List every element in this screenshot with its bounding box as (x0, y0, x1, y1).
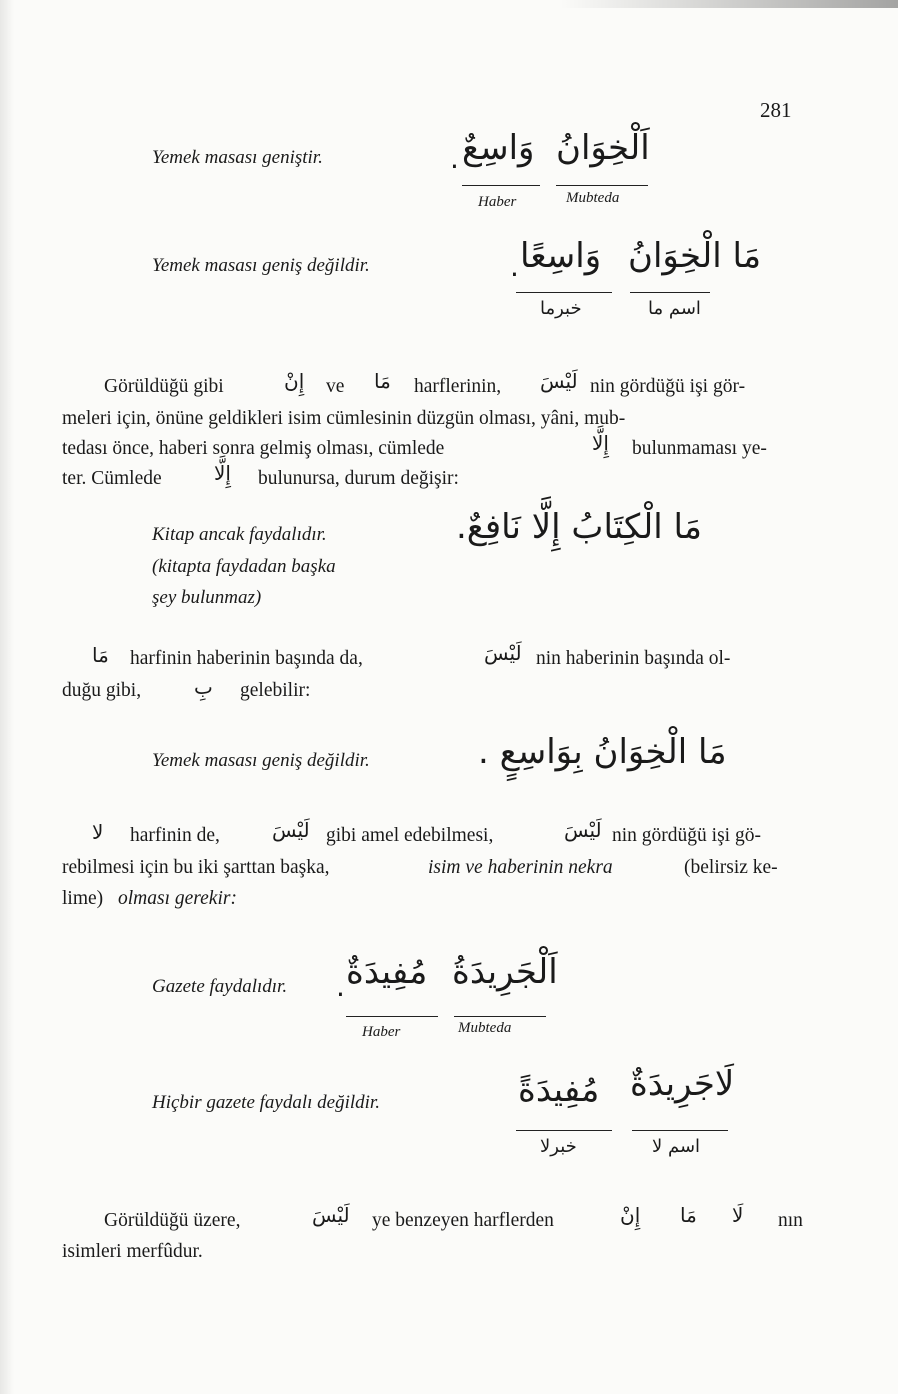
para1-line3-b: bulunmaması ye- (632, 438, 767, 459)
para1-line4-b: bulunursa, durum değişir: (258, 468, 459, 489)
ex1-turkish: Yemek masası geniştir. (152, 147, 323, 168)
para4-word-in: إِنْ (620, 1203, 641, 1227)
para1-word-laysa: لَيْسَ (540, 369, 578, 393)
para2-word-laysa: لَيْسَ (484, 641, 522, 665)
para2-line2-b: gelebilir: (240, 680, 311, 701)
para1-line4-a: ter. Cümlede (62, 468, 162, 489)
para1-word-illa-2: إِلَّا (214, 461, 231, 485)
ex5-rule-haber (346, 1016, 438, 1017)
para3-line3-b: olması gerekir: (118, 888, 237, 909)
para1-line1-a: Görüldüğü gibi (104, 376, 224, 397)
ex1-arabic-predicate: وَاسِعٌ (462, 128, 535, 168)
ex2-arabic-predicate: وَاسِعًا (520, 236, 602, 276)
para2-word-ba: بِ (194, 675, 213, 699)
ex6-rule-pred (516, 1130, 612, 1131)
para3-line1-c: nin gördüğü işi gö- (612, 825, 761, 846)
para2-line1-a: harfinin haberinin başında da, (130, 648, 363, 669)
ex6-turkish: Hiçbir gazete faydalı değildir. (152, 1092, 380, 1113)
ex6-arabic-predicate: مُفِيدَةً (518, 1070, 600, 1110)
ex6-arabic-subject: لَاجَرِيدَةٌ (630, 1064, 735, 1104)
ex3-turkish-1: Kitap ancak faydalıdır. (152, 524, 327, 545)
ex3-turkish-3: şey bulunmaz) (152, 587, 262, 608)
ex5-rule-mubteda (454, 1016, 546, 1017)
ex5-label-mubteda: Mubteda (458, 1020, 512, 1036)
ex1-label-haber: Haber (478, 194, 517, 210)
ex4-turkish: Yemek masası geniş değildir. (152, 750, 370, 771)
para1-word-illa-1: إِلَّا (592, 431, 609, 455)
para1-line2: meleri için, önüne geldikleri isim cümlesinin düzgün olması, yâni, mub- (62, 408, 626, 429)
para4-word-ma: مَا (680, 1203, 697, 1227)
para4-line1-a: Görüldüğü üzere, (104, 1210, 241, 1231)
ex3-arabic: مَا الْكِتَابُ إِلَّا نَافِعٌ. (456, 507, 703, 547)
para2-line1-b: nin haberinin başında ol- (536, 648, 731, 669)
ex5-label-haber: Haber (362, 1024, 401, 1040)
ex6-label-subj: اسم لا (652, 1136, 701, 1157)
para3-line1-b: gibi amel edebilmesi, (326, 825, 494, 846)
para1-word-ma: مَا (374, 369, 391, 393)
para2-line2-a: duğu gibi, (62, 680, 142, 701)
ex3-turkish-2: (kitapta faydadan başka (152, 556, 336, 577)
para4-line2: isimleri merfûdur. (62, 1241, 203, 1262)
para4-word-laysa: لَيْسَ (312, 1203, 350, 1227)
ex1-label-mubteda: Mubteda (566, 190, 620, 206)
ex2-rule-subj (630, 292, 710, 293)
ex6-label-pred: خبرلا (540, 1136, 577, 1157)
ex1-dot: . (450, 142, 459, 175)
ex4-arabic: مَا الْخِوَانُ بِوَاسِعٍ . (478, 732, 727, 772)
ex2-dot: . (510, 250, 519, 283)
para3-line2-b: isim ve haberinin nekra (428, 857, 613, 878)
para1-line1-d: nin gördüğü işi gör- (590, 376, 746, 397)
para2-word-ma: مَا (92, 643, 109, 667)
ex5-arabic-subject: اَلْجَرِيدَةُ (452, 952, 558, 992)
para3-line2-c: (belirsiz ke- (684, 857, 778, 878)
para3-word-la: لا (92, 820, 104, 844)
ex5-turkish: Gazete faydalıdır. (152, 976, 288, 997)
para3-word-laysa-2: لَيْسَ (564, 818, 602, 842)
para3-line1-a: harfinin de, (130, 825, 220, 846)
para3-word-laysa-1: لَيْسَ (272, 818, 310, 842)
ex2-arabic-subject: مَا الْخِوَانُ (628, 236, 762, 276)
page-number: 281 (760, 98, 792, 122)
para1-line1-c: harflerinin, (414, 376, 502, 397)
para3-line3-a: lime) (62, 888, 104, 909)
ex6-rule-subj (632, 1130, 728, 1131)
ex1-rule-mubteda (556, 185, 648, 186)
para4-word-la: لَا (732, 1203, 744, 1227)
ex1-rule-haber (462, 185, 540, 186)
ex2-label-subj: اسم ما (648, 298, 701, 319)
para4-line1-b: ye benzeyen harflerden (372, 1210, 554, 1231)
ex5-dot: . (336, 970, 345, 1003)
ex2-label-pred: خبرما (540, 298, 582, 319)
para1-line1-b: ve (326, 376, 345, 397)
para1-line3-a: tedası önce, haberi sonra gelmiş olması, cümlede (62, 438, 445, 459)
scan-edge-left (0, 0, 14, 1394)
para1-word-in: إِنْ (284, 369, 305, 393)
ex2-turkish: Yemek masası geniş değildir. (152, 255, 370, 276)
scan-edge-top (560, 0, 898, 8)
para4-line1-c: nın (778, 1210, 803, 1231)
ex1-arabic-subject: اَلْخِوَانُ (556, 128, 650, 168)
ex2-rule-pred (516, 292, 612, 293)
para3-line2-a: rebilmesi için bu iki şarttan başka, (62, 857, 330, 878)
ex5-arabic-predicate: مُفِيدَةٌ (346, 952, 428, 992)
